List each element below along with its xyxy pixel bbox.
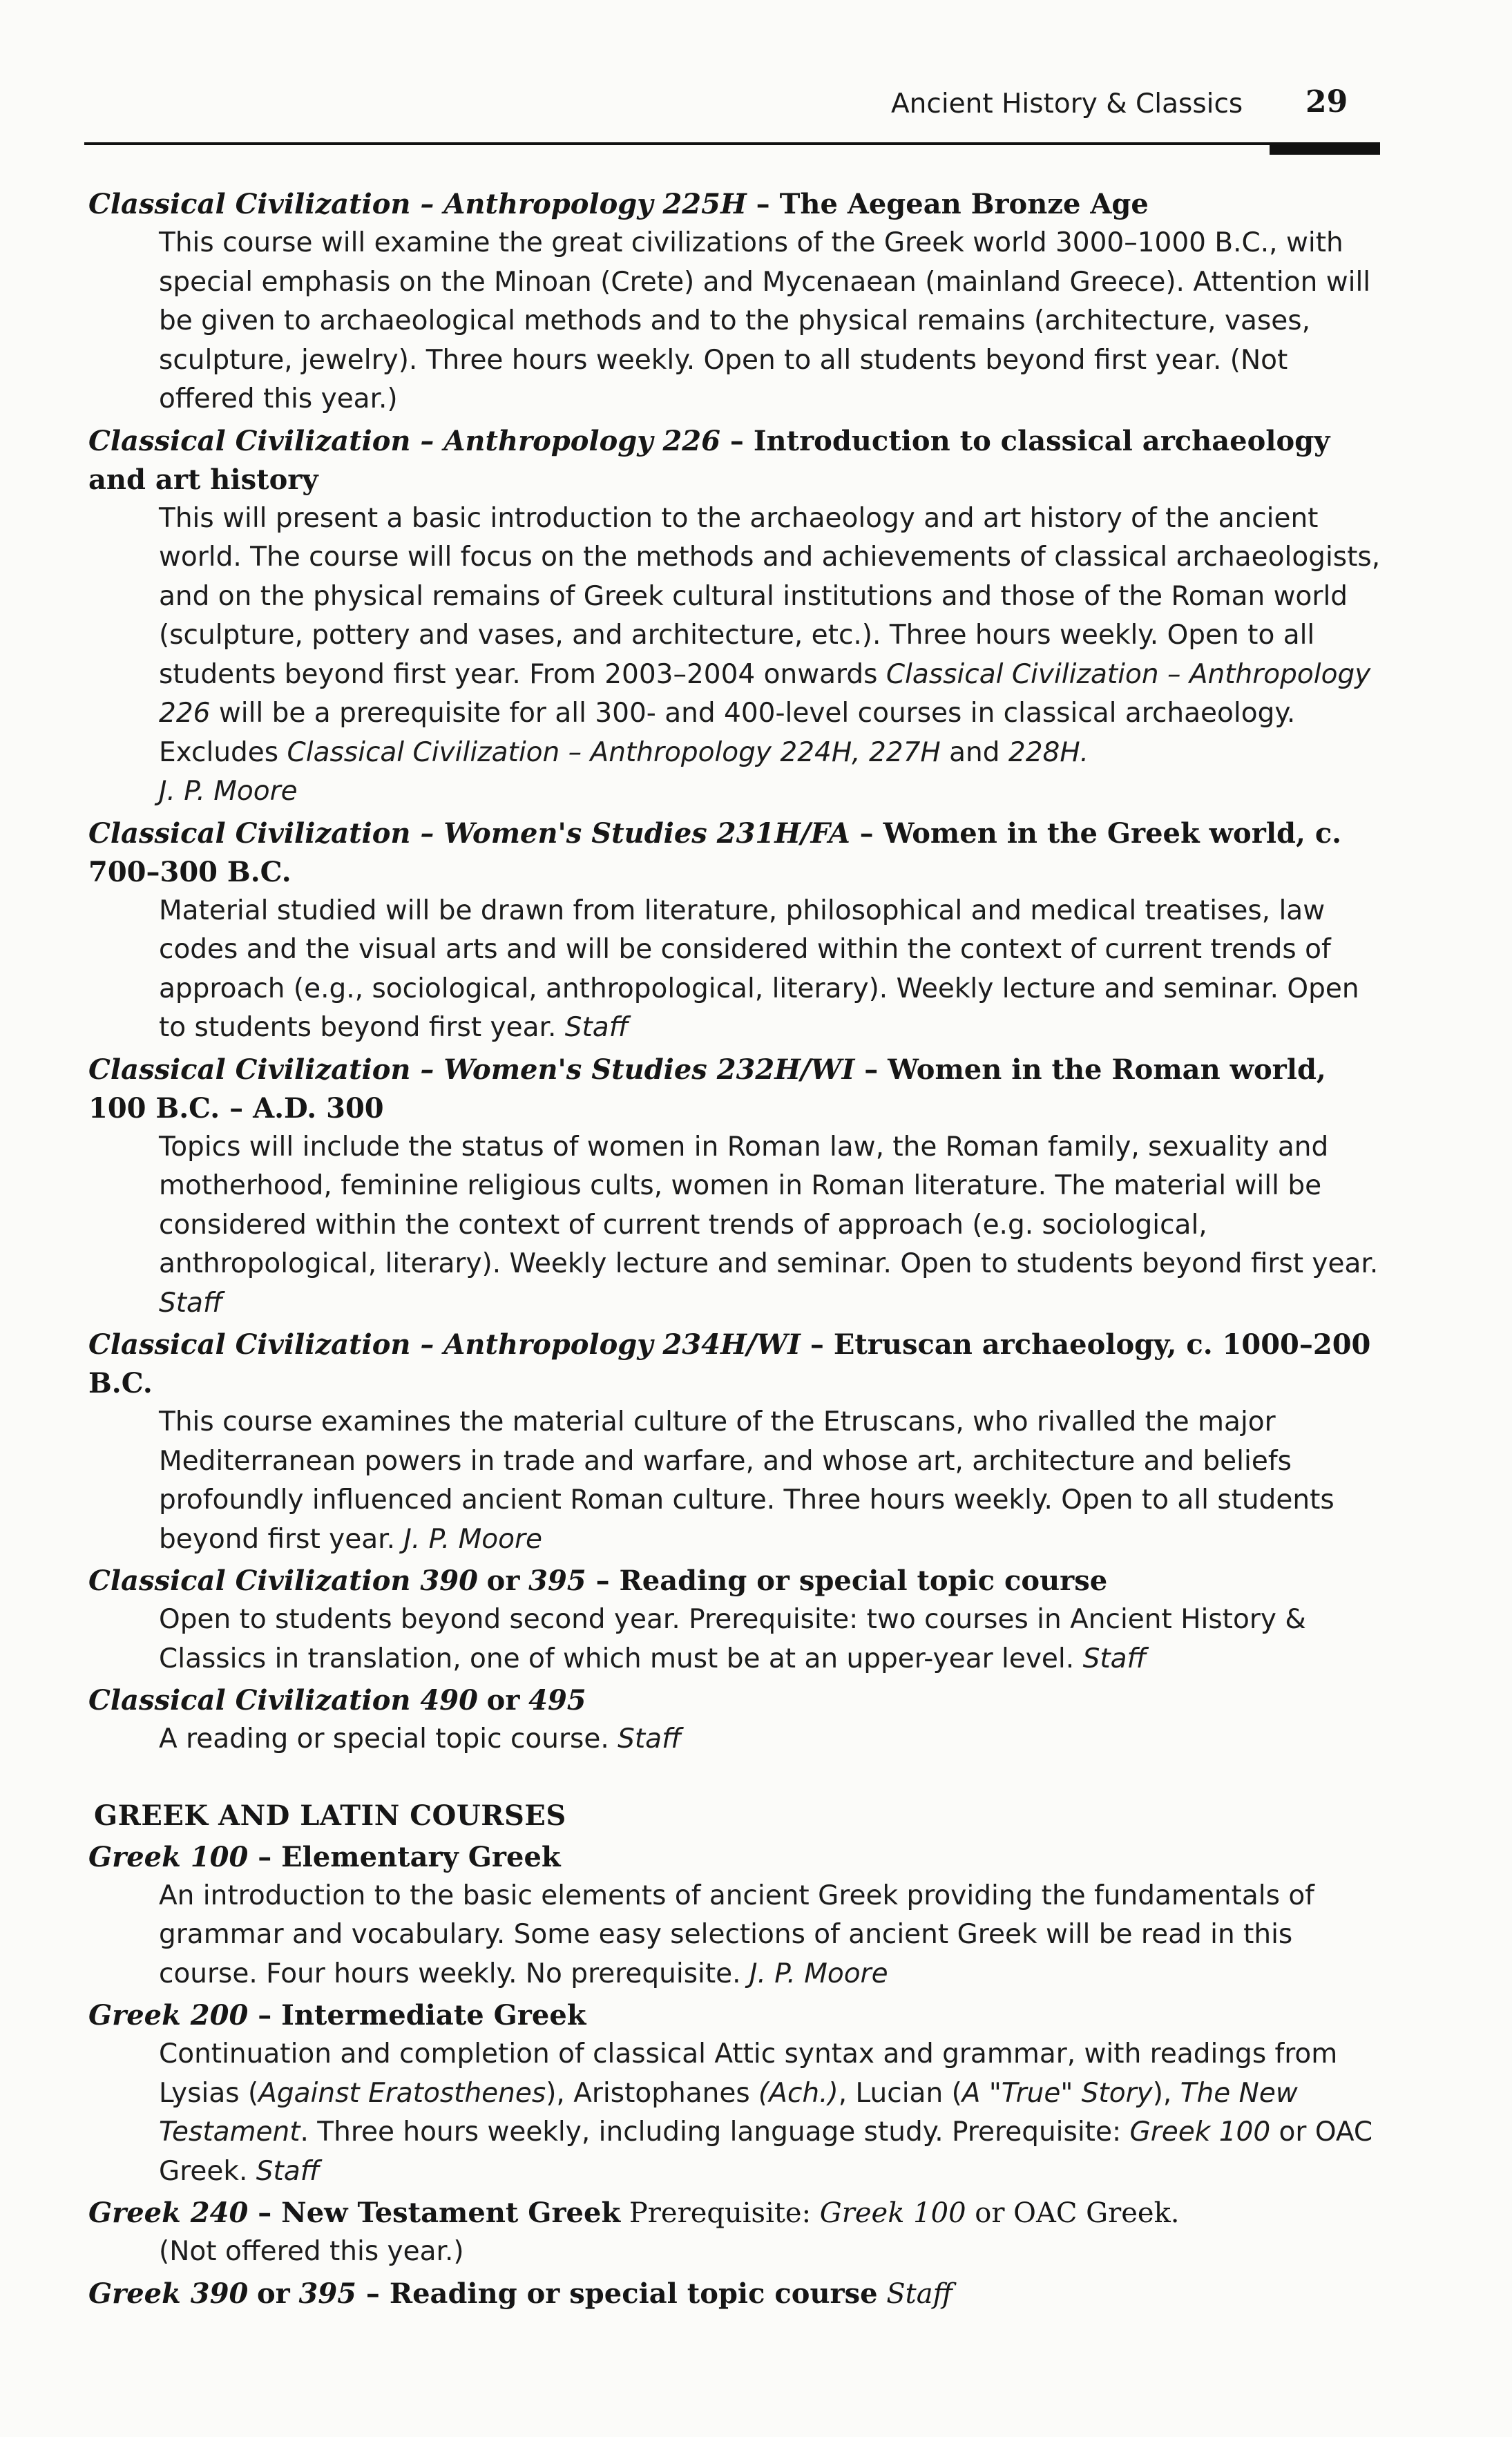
instructor: J. P. Moore [749, 1958, 888, 1989]
course-entry [88, 185, 1381, 419]
course-entry [88, 1838, 1381, 1994]
course-entry [88, 1681, 1381, 1759]
course-title: Classical Civilization – Women's Studies 231H/FA – Women in the Greek world, c. 700–300 B.C. [88, 816, 1342, 888]
course-description: Open to students beyond second year. Prerequisite: two courses in Ancient History & Classics in translation, one of which must be at an upper-year level. Staff [159, 1604, 1306, 1674]
instructor: Staff [618, 1723, 682, 1755]
instructor: Staff [159, 1287, 223, 1319]
course-entry [88, 1562, 1381, 1679]
course-title: Classical Civilization – Anthropology 225H – The Aegean Bronze Age [88, 188, 1149, 220]
course-description: An introduction to the basic elements of ancient Greek providing the fundamentals of grammar and vocabulary. Some easy selections of ancient Greek will be read in this course. Four hours weekly. No prerequisite. J. P. Moore [159, 1880, 1314, 1989]
instructor: Staff [1082, 1643, 1147, 1674]
course-entry [88, 422, 1381, 812]
header-rule-tab [1270, 142, 1380, 155]
course-entry [88, 2194, 1381, 2272]
course-description: Material studied will be drawn from literature, philosophical and medical treatises, law codes and the visual arts and will be considered within the context of current trends of approach (e.g., sociological, anthropological, literary). Weekly lecture and seminar. Open to students beyond first year. Staff [159, 895, 1359, 1043]
course-entry [88, 1051, 1381, 1323]
course-title: Greek 200 – Intermediate Greek [88, 1999, 586, 2032]
course-description: This will present a basic introduction to the archaeology and art history of the ancient world. The course will focus on the methods and achievements of classical archaeologists, and on the physical remains of Greek cultural institutions and those of the Roman world (sculpture, pottery and vases, and architecture, etc.). Three hours weekly. Open to all students beyond first year. From 2003–2004 onwards Classical Civilization – Anthropology 226 will be a prerequisite for all 300- and 400-level courses in classical archaeology. Excludes Classical Civilization – Anthropology 224H, 227H and 228H. J. P. Moore [159, 502, 1381, 807]
course-description: Continuation and completion of classical Attic syntax and grammar, with readings from Lysias (Against Eratosthenes), Aristophanes (Ach.), Lucian (A "True" Story), The New Testament. Three hours weekly, including language study. Prerequisite: Greek 100 or OAC Greek. Staff [159, 2038, 1373, 2187]
course-entry [88, 2275, 1381, 2313]
course-listing [88, 185, 1381, 2313]
instructor: J. P. Moore [403, 1523, 543, 1555]
instructor: J. P. Moore [159, 776, 298, 807]
page-number: 29 [1305, 84, 1348, 120]
course-title: Classical Civilization – Women's Studies 232H/WI – Women in the Roman world, 100 B.C. – A.D. 300 [88, 1053, 1326, 1125]
course-description: A reading or special topic course. Staff [159, 1723, 682, 1755]
course-title: Classical Civilization – Anthropology 226 – Introduction to classical archaeology and art history [88, 424, 1330, 496]
course-title: Classical Civilization 490 or 495 [88, 1684, 586, 1717]
course-title: Greek 390 or 395 – Reading or special topic course Staff [88, 2277, 953, 2310]
course-title: Greek 100 – Elementary Greek [88, 1840, 561, 1873]
course-description: This course will examine the great civilizations of the Greek world 3000–1000 B.C., with special emphasis on the Minoan (Crete) and Mycenaean (mainland Greece). Attention will be given to archaeological methods and to the physical remains (architecture, vases, sculpture, jewelry). Three hours weekly. Open to all students beyond first year. (Not offered this year.) [159, 227, 1371, 414]
course-description: Topics will include the status of women in Roman law, the Roman family, sexuality and motherhood, feminine religious cults, women in Roman literature. The material will be considered within the context of current trends of approach (e.g. sociological, anthropological, literary). Weekly lecture and seminar. Open to students beyond first year. Staff [159, 1131, 1379, 1319]
header-rule [84, 142, 1379, 145]
instructor: Staff [886, 2277, 953, 2310]
course-entry [88, 814, 1381, 1048]
course-description: (Not offered this year.) [159, 2236, 464, 2267]
section-heading: GREEK AND LATIN COURSES [94, 1799, 566, 1832]
instructor: Staff [256, 2155, 320, 2187]
course-title: Classical Civilization 390 or 395 – Reading or special topic course [88, 1565, 1108, 1597]
course-title: Greek 240 – New Testament Greek Prerequisite: Greek 100 or OAC Greek. [88, 2197, 1180, 2229]
course-entry [88, 1996, 1381, 2191]
running-head: Ancient History & Classics [891, 88, 1243, 120]
course-title: Classical Civilization – Anthropology 234H/WI – Etruscan archaeology, c. 1000–200 B.C. [88, 1328, 1371, 1399]
course-description: This course examines the material culture of the Etruscans, who rivalled the major Mediterranean powers in trade and warfare, and whose art, architecture and beliefs profoundly influenced ancient Roman culture. Three hours weekly. Open to all students beyond first year. J. P. Moore [159, 1406, 1334, 1555]
instructor: Staff [564, 1012, 629, 1043]
course-entry [88, 1326, 1381, 1559]
